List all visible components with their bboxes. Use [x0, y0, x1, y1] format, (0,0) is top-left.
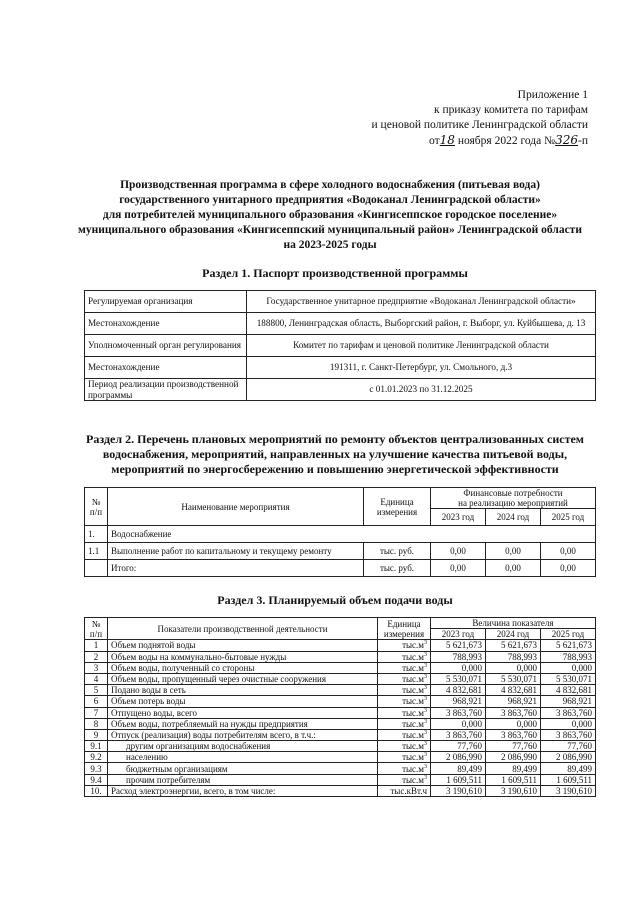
year-header: 2025 год	[541, 629, 596, 640]
appendix-block	[328, 88, 588, 149]
passport-key: Местонахождение	[85, 313, 247, 335]
title-line: для потребителей муниципального образования «Кингисеппское городское поселение»	[102, 209, 558, 221]
row-num: 1.1	[85, 543, 108, 560]
title-line: на 2023-2025 годы	[283, 239, 377, 251]
table-row	[85, 774, 596, 785]
row-value: 3 863,760	[541, 707, 596, 718]
row-value: 0,000	[541, 718, 596, 729]
unit-text: тыс.м	[402, 662, 424, 673]
row-value: 89,499	[486, 763, 541, 774]
title-line: Производственная программа в сфере холодного водоснабжения (питьевая вода)	[120, 179, 540, 191]
unit-superscript: 3	[424, 640, 427, 647]
passport-value: 188800, Ленинградская область, Выборгский район, г. Выборг, ул. Куйбышева, д. 13	[247, 313, 596, 335]
row-name: Расход электроэнергии, всего, в том числе:	[108, 785, 378, 796]
row-name: Подано воды в сеть	[108, 685, 378, 696]
row-value: 1 609,511	[431, 774, 486, 785]
row-value: 3 863,760	[486, 707, 541, 718]
table-row	[85, 651, 596, 662]
row-unit	[378, 718, 431, 729]
row-value: 77,760	[486, 741, 541, 752]
row-value: 77,760	[541, 741, 596, 752]
row-unit	[378, 741, 431, 752]
row-value: 89,499	[431, 763, 486, 774]
row-value: 3 863,760	[486, 729, 541, 740]
table-row	[85, 696, 596, 707]
document-title	[60, 178, 600, 253]
year-header: 2023 год	[431, 509, 486, 526]
table-row	[85, 718, 596, 729]
volume-table	[84, 617, 596, 797]
row-unit: тыс.кВт.ч	[378, 785, 431, 796]
table-row	[85, 785, 596, 796]
table-row	[85, 291, 596, 313]
unit-text: тыс.м	[402, 685, 424, 696]
appendix-committee: и ценовой политике Ленинградской области	[371, 119, 588, 131]
row-num: 1.	[85, 526, 108, 543]
row-unit: тыс. руб.	[364, 543, 431, 560]
table-row	[85, 526, 596, 543]
row-unit	[378, 662, 431, 673]
unit-superscript: 3	[424, 752, 427, 759]
row-unit	[378, 651, 431, 662]
row-num	[85, 560, 108, 577]
row-num: 6	[85, 696, 108, 707]
row-value: 4 832,681	[486, 685, 541, 696]
col-name-header: Наименование мероприятия	[108, 488, 364, 526]
section2-heading-line: Раздел 2. Перечень плановых мероприятий по ремонту объектов централизованных систем	[86, 432, 584, 446]
row-value: 3 863,760	[541, 729, 596, 740]
row-value: 0,00	[431, 543, 486, 560]
unit-superscript: 3	[424, 662, 427, 669]
unit-superscript: 3	[424, 674, 427, 681]
row-num: 9.1	[85, 741, 108, 752]
measures-table	[84, 487, 596, 577]
col-fin-header-line: на реализацию мероприятий	[458, 498, 568, 508]
unit-superscript: 3	[424, 707, 427, 714]
passport-value: с 01.01.2023 по 31.12.2025	[247, 379, 596, 401]
row-value: 968,921	[486, 696, 541, 707]
row-unit	[378, 774, 431, 785]
unit-superscript: 3	[424, 651, 427, 658]
row-num: 10.	[85, 785, 108, 796]
row-name: Итого:	[108, 560, 364, 577]
row-value: 5 530,071	[431, 673, 486, 684]
row-value: 0,00	[486, 543, 541, 560]
row-value: 2 086,990	[431, 752, 486, 763]
row-value: 5 530,071	[486, 673, 541, 684]
col-num-header: № п/п	[85, 488, 108, 526]
table-row	[85, 560, 596, 577]
unit-superscript: 3	[424, 718, 427, 725]
col-name-header: Показатели производственной деятельности	[108, 618, 378, 640]
unit-text: тыс.м	[402, 763, 424, 774]
row-value: 1 609,511	[541, 774, 596, 785]
row-value: 788,993	[431, 651, 486, 662]
year-header: 2025 год	[541, 509, 596, 526]
row-value: 1 609,511	[486, 774, 541, 785]
row-num: 9.2	[85, 752, 108, 763]
title-line: государственного унитарного предприятия «Водоканал Ленинградской области»	[119, 194, 541, 206]
row-num: 9.4	[85, 774, 108, 785]
unit-text: тыс.м	[402, 729, 424, 740]
section2-heading	[70, 432, 600, 477]
col-unit-header: Единица измерения	[378, 618, 431, 640]
row-name: другим организациям водоснабжения	[108, 741, 378, 752]
passport-value: Государственное унитарное предприятие «Водоканал Ленинградской области»	[247, 291, 596, 313]
row-unit	[378, 752, 431, 763]
section3-heading: Раздел 3. Планируемый объем подачи воды	[217, 593, 453, 607]
col-fin-header	[431, 488, 596, 509]
table-header-row	[85, 618, 596, 629]
row-value: 5 621,673	[486, 640, 541, 651]
row-num: 9	[85, 729, 108, 740]
appendix-title: Приложение 1	[517, 89, 588, 101]
row-value: 3 190,610	[486, 785, 541, 796]
table-row	[85, 357, 596, 379]
row-unit	[378, 673, 431, 684]
row-value: 4 832,681	[431, 685, 486, 696]
col-unit-header: Единица измерения	[364, 488, 431, 526]
col-val-header: Величина показателя	[431, 618, 596, 629]
row-value: 0,00	[486, 560, 541, 577]
section2-heading-line: водоснабжения, мероприятий, направленных на улучшение качества питьевой воды,	[102, 447, 568, 461]
passport-value: Комитет по тарифам и ценовой политике Ленинградской области	[247, 335, 596, 357]
row-unit	[378, 763, 431, 774]
year-header: 2024 год	[486, 509, 541, 526]
appendix-date-line	[328, 133, 588, 149]
row-name: Выполнение работ по капитальному и текущему ремонту	[108, 543, 364, 560]
year-header: 2024 год	[486, 629, 541, 640]
row-value: 4 832,681	[541, 685, 596, 696]
row-unit	[378, 685, 431, 696]
table-row	[85, 763, 596, 774]
row-value: 3 190,610	[431, 785, 486, 796]
row-num: 7	[85, 707, 108, 718]
row-value: 89,499	[541, 763, 596, 774]
year-header: 2023 год	[431, 629, 486, 640]
row-unit	[378, 696, 431, 707]
row-value: 0,000	[541, 662, 596, 673]
row-unit	[378, 729, 431, 740]
table-row	[85, 335, 596, 357]
row-value: 0,00	[541, 543, 596, 560]
row-value: 3 863,760	[431, 729, 486, 740]
section1-heading: Раздел 1. Паспорт производственной программы	[202, 266, 468, 280]
row-value: 5 530,071	[541, 673, 596, 684]
passport-key: Уполномоченный орган регулирования	[85, 335, 247, 357]
row-value: 788,993	[486, 651, 541, 662]
row-value: 0,00	[541, 560, 596, 577]
row-name: Объем воды, потребляемый на нужды предприятия	[108, 718, 378, 729]
appendix-date-middle: ноября 2022 года №	[457, 135, 556, 147]
unit-superscript: 3	[424, 763, 427, 770]
row-value: 3 863,760	[431, 707, 486, 718]
row-value: 0,000	[431, 662, 486, 673]
table-row	[85, 752, 596, 763]
row-name: Объем воды, полученный со стороны	[108, 662, 378, 673]
unit-superscript: 3	[424, 696, 427, 703]
row-num: 1	[85, 640, 108, 651]
passport-key: Регулируемая организация	[85, 291, 247, 313]
row-name: Объем воды, пропущенный через очистные сооружения	[108, 673, 378, 684]
title-line: муниципального образования «Кингисеппский муниципальный район» Ленинградской области	[78, 224, 582, 236]
row-value: 2 086,990	[541, 752, 596, 763]
row-num: 9.3	[85, 763, 108, 774]
row-name: бюджетным организациям	[108, 763, 378, 774]
row-name: Объем поднятой воды	[108, 640, 378, 651]
unit-text: тыс.м	[402, 707, 424, 718]
table-row	[85, 685, 596, 696]
row-value: 0,000	[486, 718, 541, 729]
row-value: 3 190,610	[541, 785, 596, 796]
col-num-header: № п/п	[85, 618, 108, 640]
table-row	[85, 313, 596, 335]
row-name: Объем воды на коммунально-бытовые нужды	[108, 651, 378, 662]
unit-text: тыс.м	[402, 674, 424, 685]
row-value: 788,993	[541, 651, 596, 662]
group-label: Водоснабжение	[108, 526, 596, 543]
appendix-suffix: -п	[578, 135, 588, 147]
table-row	[85, 729, 596, 740]
appendix-day: 18	[439, 133, 455, 147]
appendix-date-prefix: от	[429, 135, 440, 147]
volume-table-body	[85, 640, 596, 797]
row-num: 8	[85, 718, 108, 729]
row-unit	[378, 707, 431, 718]
table-row	[85, 673, 596, 684]
row-unit: тыс. руб.	[364, 560, 431, 577]
unit-text: тыс.м	[402, 718, 424, 729]
table-row	[85, 640, 596, 651]
row-value: 77,760	[431, 741, 486, 752]
table-row	[85, 741, 596, 752]
row-value: 0,000	[431, 718, 486, 729]
unit-superscript: 3	[424, 685, 427, 692]
table-row	[85, 379, 596, 401]
row-value: 0,00	[431, 560, 486, 577]
table-row	[85, 707, 596, 718]
unit-text: тыс.м	[402, 752, 424, 763]
unit-text: тыс.м	[402, 640, 424, 651]
row-unit	[378, 640, 431, 651]
passport-table	[84, 290, 596, 401]
unit-superscript: 3	[424, 729, 427, 736]
row-name: Отпущено воды, всего	[108, 707, 378, 718]
row-value: 2 086,990	[486, 752, 541, 763]
unit-text: тыс.м	[402, 696, 424, 707]
appendix-number: 326	[555, 133, 579, 147]
row-value: 0,000	[486, 662, 541, 673]
row-num: 2	[85, 651, 108, 662]
row-name: Отпуск (реализация) воды потребителям всего, в т.ч.:	[108, 729, 378, 740]
col-fin-header-line: Финансовые потребности	[463, 488, 563, 498]
row-value: 5 621,673	[431, 640, 486, 651]
row-num: 3	[85, 662, 108, 673]
passport-key: Местонахождение	[85, 357, 247, 379]
row-num: 5	[85, 685, 108, 696]
row-num: 4	[85, 673, 108, 684]
row-value: 968,921	[431, 696, 486, 707]
row-name: прочим потребителям	[108, 774, 378, 785]
unit-superscript: 3	[424, 741, 427, 748]
unit-superscript: 3	[424, 774, 427, 781]
row-value: 5 621,673	[541, 640, 596, 651]
passport-key: Период реализации производственной программы	[85, 379, 247, 401]
table-header-row	[85, 488, 596, 509]
row-name: Объем потерь воды	[108, 696, 378, 707]
row-value: 968,921	[541, 696, 596, 707]
unit-text: тыс.м	[402, 651, 424, 662]
passport-value: 191311, г. Санкт-Петербург, ул. Смольного, д.3	[247, 357, 596, 379]
unit-text: тыс.м	[402, 741, 424, 752]
table-row	[85, 662, 596, 673]
table-row	[85, 543, 596, 560]
row-name: населению	[108, 752, 378, 763]
section2-heading-line: мероприятий по энергосбережению и повышению энергетической эффективности	[111, 462, 559, 476]
appendix-order-ref: к приказу комитета по тарифам	[434, 104, 588, 116]
unit-text: тыс.м	[402, 774, 424, 785]
